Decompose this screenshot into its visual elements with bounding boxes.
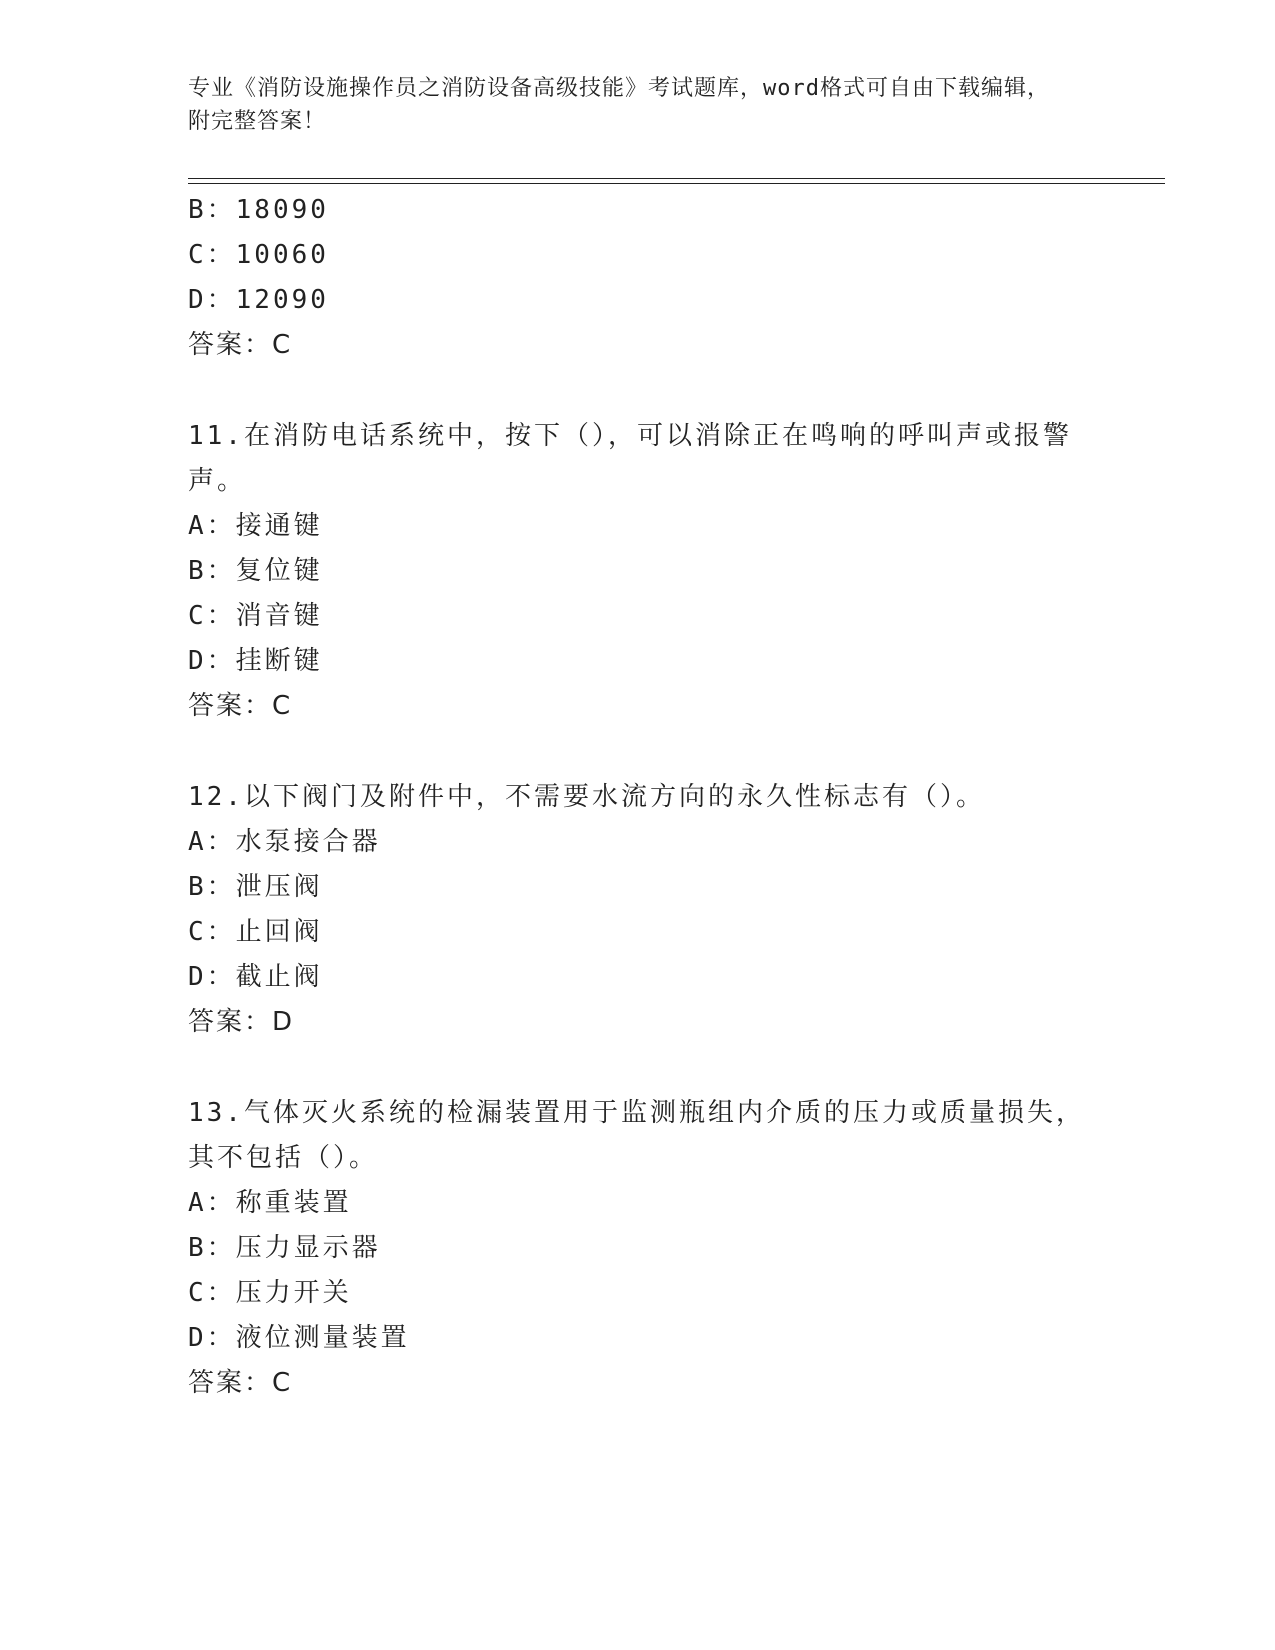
question-stem: 11.在消防电话系统中，按下（），可以消除正在鸣响的呼叫声或报警 [188,421,1072,451]
answer-line: 答案：C [188,691,293,721]
answer-line: 答案：C [188,330,293,360]
option-line: B：18090 [188,195,329,225]
option-line: B：复位键 [188,556,323,586]
option-line: A：接通键 [188,511,323,541]
option-line: C：压力开关 [188,1278,352,1308]
option-line: A：水泵接合器 [188,827,381,857]
question-stem: 声。 [188,466,247,496]
header-divider-top [188,178,1165,179]
option-line: D：截止阀 [188,962,323,992]
header-divider-bottom [188,183,1165,184]
option-line: C：止回阀 [188,917,323,947]
question-stem: 其不包括（）。 [188,1143,379,1173]
answer-line: 答案：C [188,1368,293,1398]
option-line: C：消音键 [188,601,323,631]
answer-line: 答案：D [188,1007,295,1037]
option-line: D：液位测量装置 [188,1323,410,1353]
option-line: B：压力显示器 [188,1233,381,1263]
option-line: D：挂断键 [188,646,323,676]
option-line: D：12090 [188,285,329,315]
option-line: B：泄压阀 [188,872,323,902]
document-header: 专业《消防设施操作员之消防设备高级技能》考试题库，word格式可自由下载编辑，附完整答案！ [188,76,1050,134]
question-stem: 12.以下阀门及附件中，不需要水流方向的永久性标志有（）。 [188,782,985,812]
option-line: C：10060 [188,240,329,270]
question-stem: 13.气体灭火系统的检漏装置用于监测瓶组内介质的压力或质量损失， [188,1098,1085,1128]
option-line: A：称重装置 [188,1188,352,1218]
